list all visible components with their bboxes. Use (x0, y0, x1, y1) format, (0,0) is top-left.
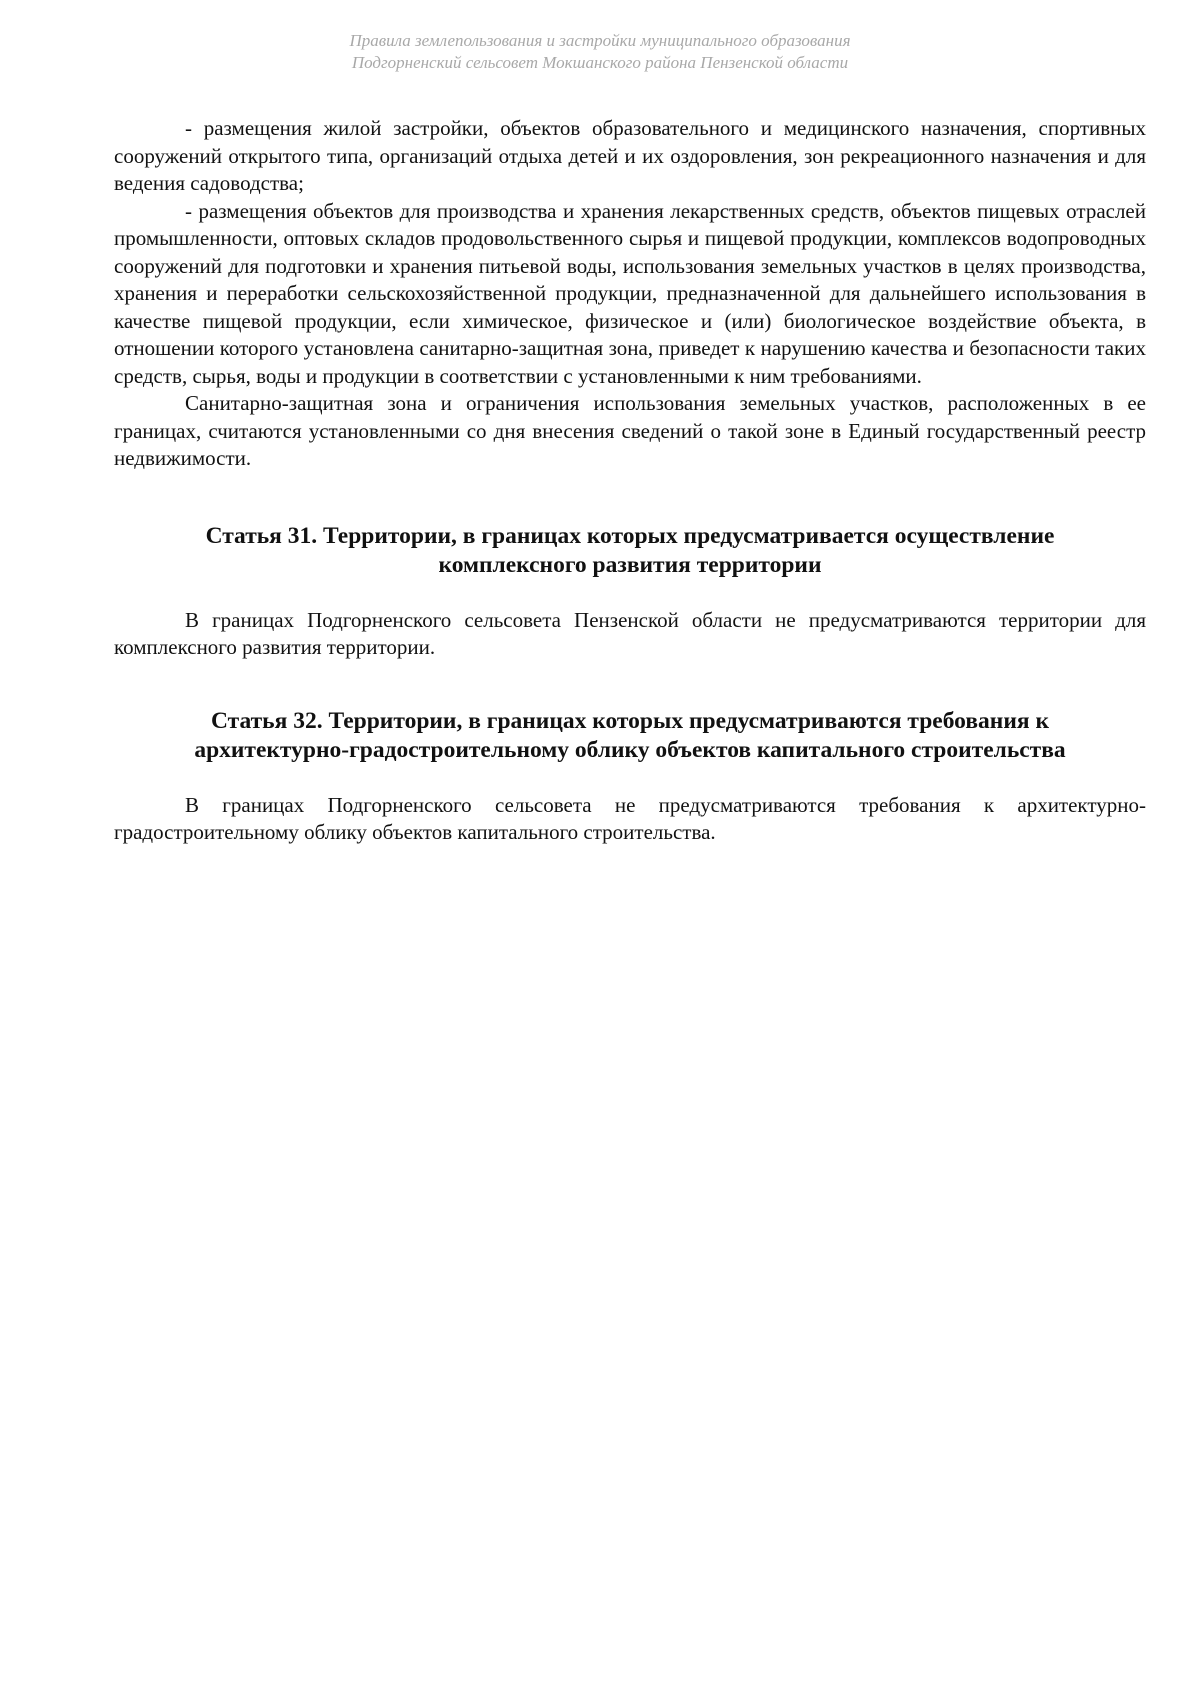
paragraph-residential-restrictions: - размещения жилой застройки, объектов образовательного и медицинского назначения, спортивных сооружений открытого типа, организаций отдыха детей и их оздоровления, зон рекреационного назначения и для ведения садоводства; (114, 116, 1146, 195)
article-31-text: В границах Подгорненского сельсовета Пензенской области не предусматриваются территории для комплексного развития территории. (114, 607, 1146, 659)
running-header-line-2: Подгорненский сельсовет Мокшанского района Пензенской области (351, 53, 849, 72)
article-31-heading (114, 522, 1146, 580)
document-body (114, 115, 1146, 847)
spacer (114, 580, 1146, 607)
spacer (114, 765, 1146, 792)
article-31-heading-line-1: Статья 31. Территории, в границах которых предусматривается осуществление (205, 522, 1055, 549)
article-32-text: В границах Подгорненского сельсовета не предусматриваются требования к архитектурно-градостроительному облику объектов капитального строительства. (114, 792, 1146, 844)
article-32-heading (114, 707, 1146, 765)
spacer (114, 662, 1146, 707)
running-header (0, 30, 1200, 74)
spacer (114, 473, 1146, 522)
article-31-heading-line-2: комплексного развития территории (438, 551, 822, 578)
running-header-line-1: Правила землепользования и застройки муниципального образования (349, 31, 851, 50)
article-32-heading-line-2: архитектурно-градостроительному облику объектов капитального строительства (194, 736, 1066, 763)
paragraph-sanitary-zone: Санитарно-защитная зона и ограничения использования земельных участков, расположенных в ее границах, считаются установленными со дня внесения сведений о такой зоне в Единый государственный реестр недвижимости. (114, 391, 1146, 470)
paragraph-production-restrictions: - размещения объектов для производства и хранения лекарственных средств, объектов пищевых отраслей промышленности, оптовых складов продовольственного сырья и пищевой продукции, комплексов водопроводных сооружений для подготовки и хранения питьевой воды, использования земельных участков в целях производства, хранения и переработки сельскохозяйственной продукции, предназначенной для дальнейшего использования в качестве пищевой продукции, если химическое, физическое и (или) биологическое воздействие объекта, в отношении которого установлена санитарно-защитная зона, приведет к нарушению качества и безопасности таких средств, сырья, воды и продукции в соответствии с установленными к ним требованиями. (114, 198, 1146, 388)
article-32-heading-line-1: Статья 32. Территории, в границах которых предусматриваются требования к (211, 707, 1049, 734)
